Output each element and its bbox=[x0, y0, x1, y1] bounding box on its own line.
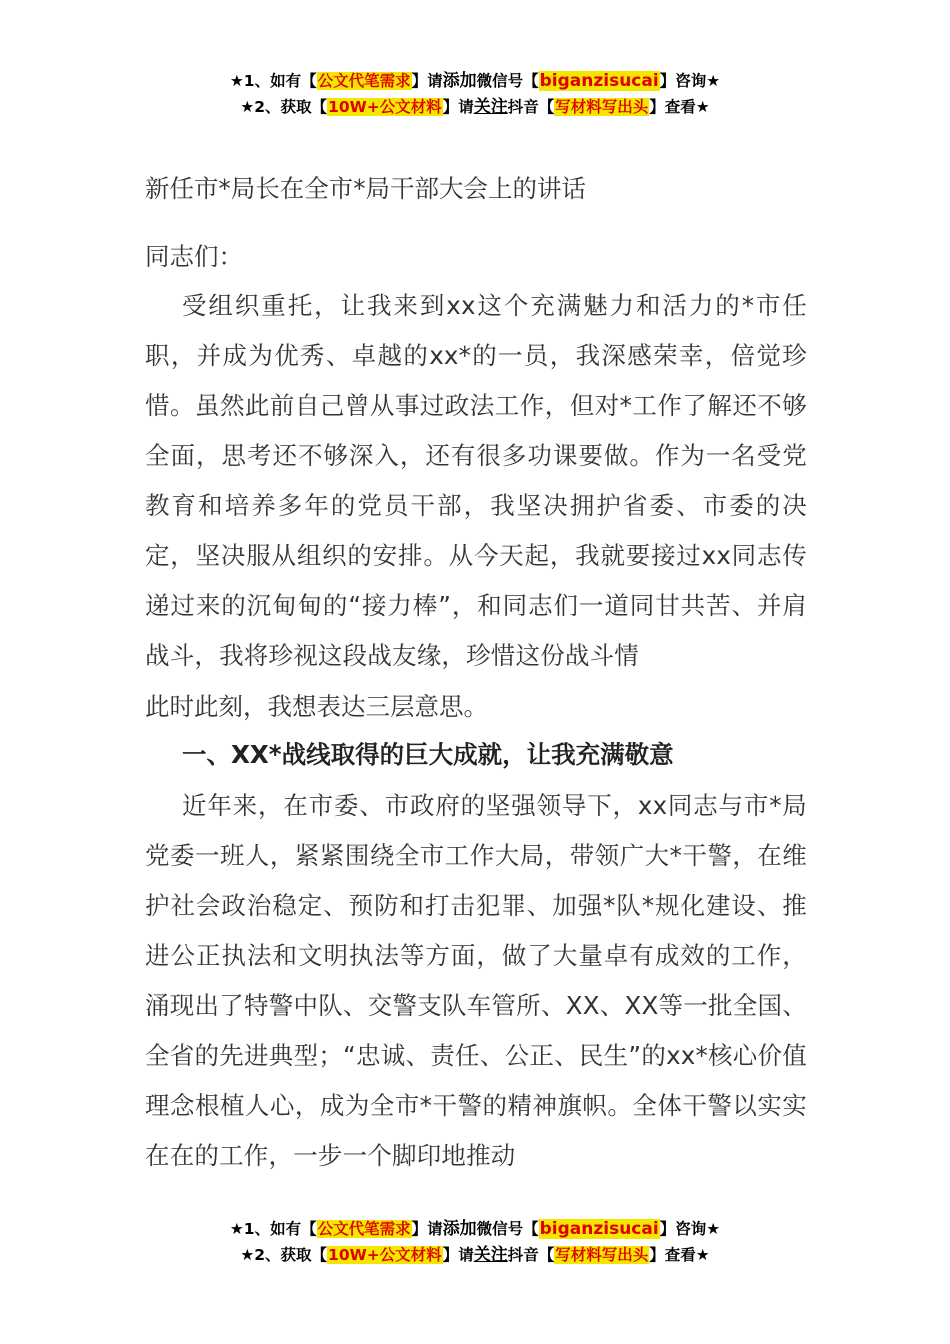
banner-highlight: biganzisucai bbox=[539, 71, 659, 91]
banner-emphasis: 添加 bbox=[442, 1219, 477, 1239]
banner-text: ★2、获取【 bbox=[240, 1246, 328, 1264]
banner-text: ★1、如有【 bbox=[229, 1220, 317, 1238]
banner-text: 】查看★ bbox=[649, 98, 710, 116]
greeting: 同志们： bbox=[145, 242, 243, 271]
banner-emphasis: 关注 bbox=[473, 1245, 508, 1265]
paragraph-1-tail: 此时此刻，我想表达三层意思。 bbox=[145, 692, 488, 721]
banner-highlight: 写材料写出头 bbox=[555, 1246, 649, 1264]
banner-text: ★2、获取【 bbox=[240, 98, 328, 116]
banner-highlight: 公文代笔需求 bbox=[317, 72, 411, 90]
banner-text: 抖音【 bbox=[507, 1246, 555, 1264]
banner-text: 】请 bbox=[442, 1246, 474, 1264]
paragraph-2: 近年来，在市委、市政府的坚强领导下，xx同志与市*局党委一班人，紧紧围绕全市工作大局，带领广大*干警，在维护社会政治稳定、预防和打击犯罪、加强*队*规化建设、推进公正执法和文明执法等方面，做了大量卓有成效的工作，涌现出了特警中队、交警支队车管所、XX、XX等一批全国、全省的先进典型；“忠诚、责任、公正、民生”的xx*核心价值理念根植人心，成为全市*干警的精神旗帜。全体干警以实实在在的工作，一步一个脚印地推动 bbox=[145, 791, 807, 1170]
document-title: 新任市*局长在全市*局干部大会上的讲话 bbox=[145, 174, 586, 203]
banner-highlight: 公文代笔需求 bbox=[317, 1220, 411, 1238]
banner-highlight: 写材料写出头 bbox=[555, 98, 649, 116]
banner-line-1 bbox=[0, 1216, 950, 1242]
banner-text: 】请 bbox=[411, 1220, 443, 1238]
top-banner bbox=[0, 68, 950, 120]
section-heading-1: 一、XX*战线取得的巨大成就，让我充满敬意 bbox=[182, 740, 674, 769]
banner-line-2 bbox=[0, 1242, 950, 1268]
banner-text: ★1、如有【 bbox=[229, 72, 317, 90]
banner-line-1 bbox=[0, 68, 950, 94]
banner-text: 】请 bbox=[442, 98, 474, 116]
banner-line-2 bbox=[0, 94, 950, 120]
bottom-banner bbox=[0, 1216, 950, 1268]
banner-emphasis: 关注 bbox=[473, 97, 508, 117]
banner-text: 】请 bbox=[411, 72, 443, 90]
banner-text: 微信号【 bbox=[476, 72, 539, 90]
banner-text: 抖音【 bbox=[507, 98, 555, 116]
banner-text: 微信号【 bbox=[476, 1220, 539, 1238]
banner-text: 】查看★ bbox=[649, 1246, 710, 1264]
banner-highlight: 10W+公文材料 bbox=[328, 98, 442, 116]
banner-highlight: 10W+公文材料 bbox=[328, 1246, 442, 1264]
banner-emphasis: 添加 bbox=[442, 71, 477, 91]
banner-text: 】咨询★ bbox=[659, 72, 721, 90]
paragraph-1: 受组织重托，让我来到xx这个充满魅力和活力的*市任职，并成为优秀、卓越的xx*的一员，我深感荣幸，倍觉珍惜。虽然此前自己曾从事过政法工作，但对*工作了解还不够全面，思考还不够深入，还有很多功课要做。作为一名受党教育和培养多年的党员干部，我坚决拥护省委、市委的决定，坚决服从组织的安排。从今天起，我就要接过xx同志传递过来的沉甸甸的“接力棒”，和同志们一道同甘共苦、并肩战斗，我将珍视这段战友缘，珍惜这份战斗情 bbox=[145, 291, 807, 670]
banner-text: 】咨询★ bbox=[659, 1220, 721, 1238]
banner-highlight: biganzisucai bbox=[539, 1219, 659, 1239]
